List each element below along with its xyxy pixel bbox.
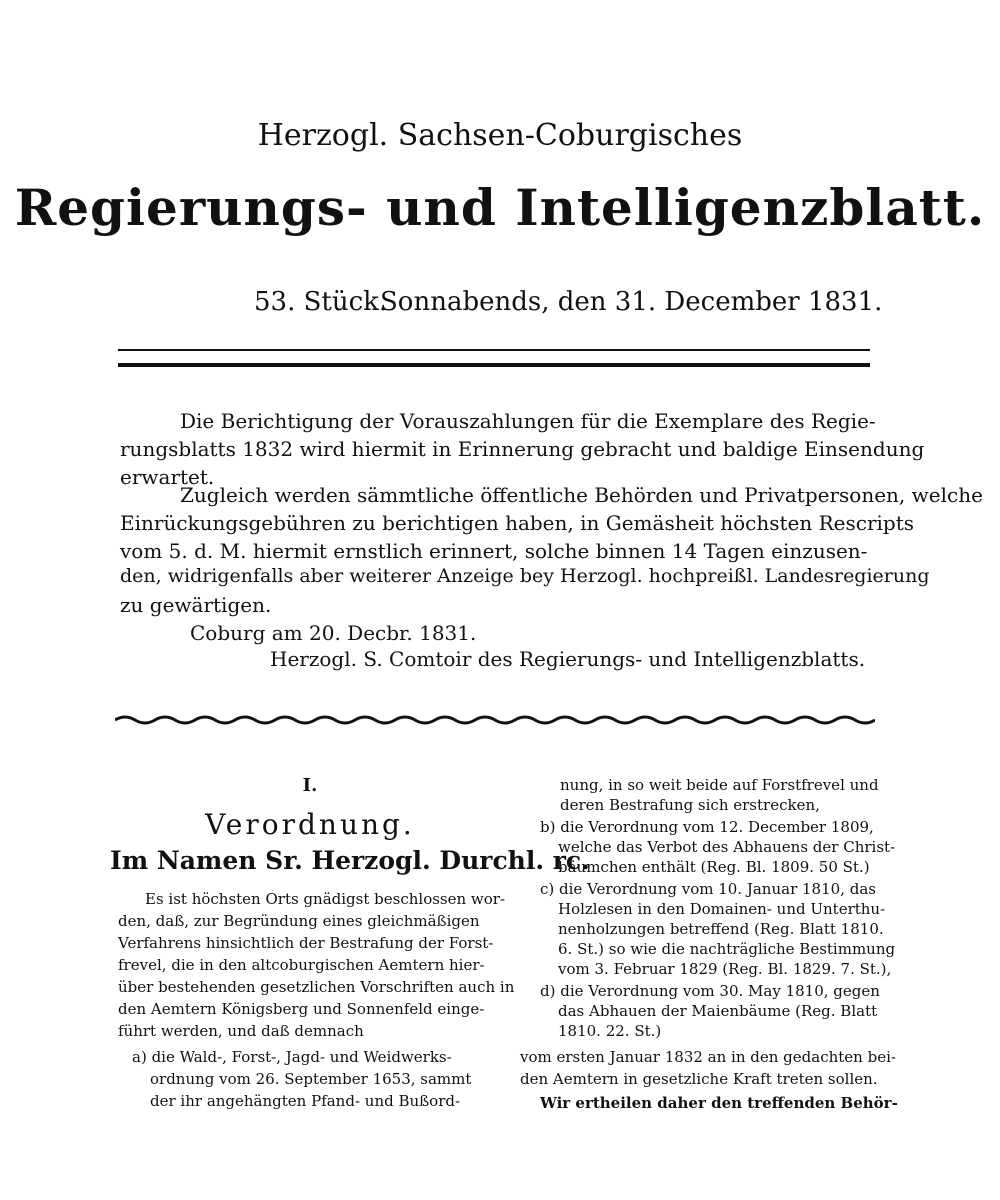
closing-line: den Aemtern in gesetzliche Kraft treten sollen. [520, 1070, 878, 1088]
closing-line: vom ersten Januar 1832 an in den gedachten bei- [520, 1048, 896, 1066]
notice-line: zu gewärtigen. [120, 593, 272, 617]
item-a-line: a) die Wald-, Forst-, Jagd- und Weidwerks- [132, 1048, 452, 1066]
item-b-line: bäumchen enthält (Reg. Bl. 1809. 50 St.) [558, 858, 870, 876]
masthead-rule-thin [118, 349, 870, 351]
item-c-line: c) die Verordnung vom 10. Januar 1810, das [540, 880, 876, 898]
section-subheading: Im Namen Sr. Herzogl. Durchl. rc. [110, 846, 590, 875]
ordinance-line: den, daß, zur Begründung eines gleichmäßigen [118, 912, 480, 930]
masthead-rule-thick [118, 363, 870, 367]
ordinance-line: Es ist höchsten Orts gnädigst beschlossen wor- [145, 890, 506, 908]
ordinance-line: über bestehenden gesetzlichen Vorschriften auch in [118, 978, 515, 996]
wavy-divider [115, 712, 875, 728]
section-heading: Verordnung. [205, 808, 415, 841]
ordinance-line: den Aemtern Königsberg und Sonnenfeld einge- [118, 1000, 485, 1018]
issue-date: Sonnabends, den 31. December 1831. [380, 287, 883, 317]
notice-line: vom 5. d. M. hiermit ernstlich erinnert, solche binnen 14 Tagen einzusen- [120, 539, 868, 563]
section-number: I. [302, 775, 318, 796]
item-b-line: b) die Verordnung vom 12. December 1809, [540, 818, 874, 836]
notice-place-date: Coburg am 20. Decbr. 1831. [190, 621, 477, 645]
ordinance-line: führt werden, und daß demnach [118, 1022, 364, 1040]
notice-line: Einrückungsgebühren zu berichtigen haben, in Gemäsheit höchsten Rescripts [120, 511, 915, 535]
notice-line: rungsblatts 1832 wird hiermit in Erinnerung gebracht und baldige Einsendung [120, 437, 925, 461]
closing-line: Wir ertheilen daher den treffenden Behör- [540, 1094, 898, 1112]
item-a-line: der ihr angehängten Pfand- und Bußord- [150, 1092, 461, 1110]
notice-line: erwartet. [120, 465, 215, 489]
notice-line: Die Berichtigung der Vorauszahlungen für die Exemplare des Regie- [180, 409, 876, 433]
issue-number: 53. Stück. [254, 287, 388, 317]
ordinance-line: Verfahrens hinsichtlich der Bestrafung der Forst- [118, 934, 494, 952]
notice-line: den, widrigenfalls aber weiterer Anzeige bey Herzogl. hochpreißl. Landesregierung [120, 565, 930, 587]
item-c-line: nenholzungen betreffend (Reg. Blatt 1810. [558, 920, 884, 938]
item-a-line: ordnung vom 26. September 1653, sammt [150, 1070, 472, 1088]
ordinance-line: frevel, die in den altcoburgischen Aemtern hier- [118, 956, 485, 974]
notice-signature: Herzogl. S. Comtoir des Regierungs- und Intelligenzblatts. [270, 647, 866, 671]
item-d-line: das Abhauen der Maienbäume (Reg. Blatt [558, 1002, 878, 1020]
notice-line: Zugleich werden sämmtliche öffentliche Behörden und Privatpersonen, welche [180, 483, 983, 507]
item-c-line: vom 3. Februar 1829 (Reg. Bl. 1829. 7. St.), [558, 960, 892, 978]
newspaper-title: Regierungs- und Intelligenzblatt. [14, 178, 986, 237]
item-d-line: d) die Verordnung vom 30. May 1810, gegen [540, 982, 880, 1000]
publisher-line: Herzogl. Sachsen-Coburgisches [257, 118, 743, 153]
item-b-line: welche das Verbot des Abhauens der Christ- [558, 838, 896, 856]
right-line: deren Bestrafung sich erstrecken, [560, 796, 820, 814]
item-d-line: 1810. 22. St.) [558, 1022, 662, 1040]
item-c-line: Holzlesen in den Domainen- und Unterthu- [558, 900, 886, 918]
item-c-line: 6. St.) so wie die nachträgliche Bestimmung [558, 940, 896, 958]
right-line: nung, in so weit beide auf Forstfrevel und [560, 776, 879, 794]
